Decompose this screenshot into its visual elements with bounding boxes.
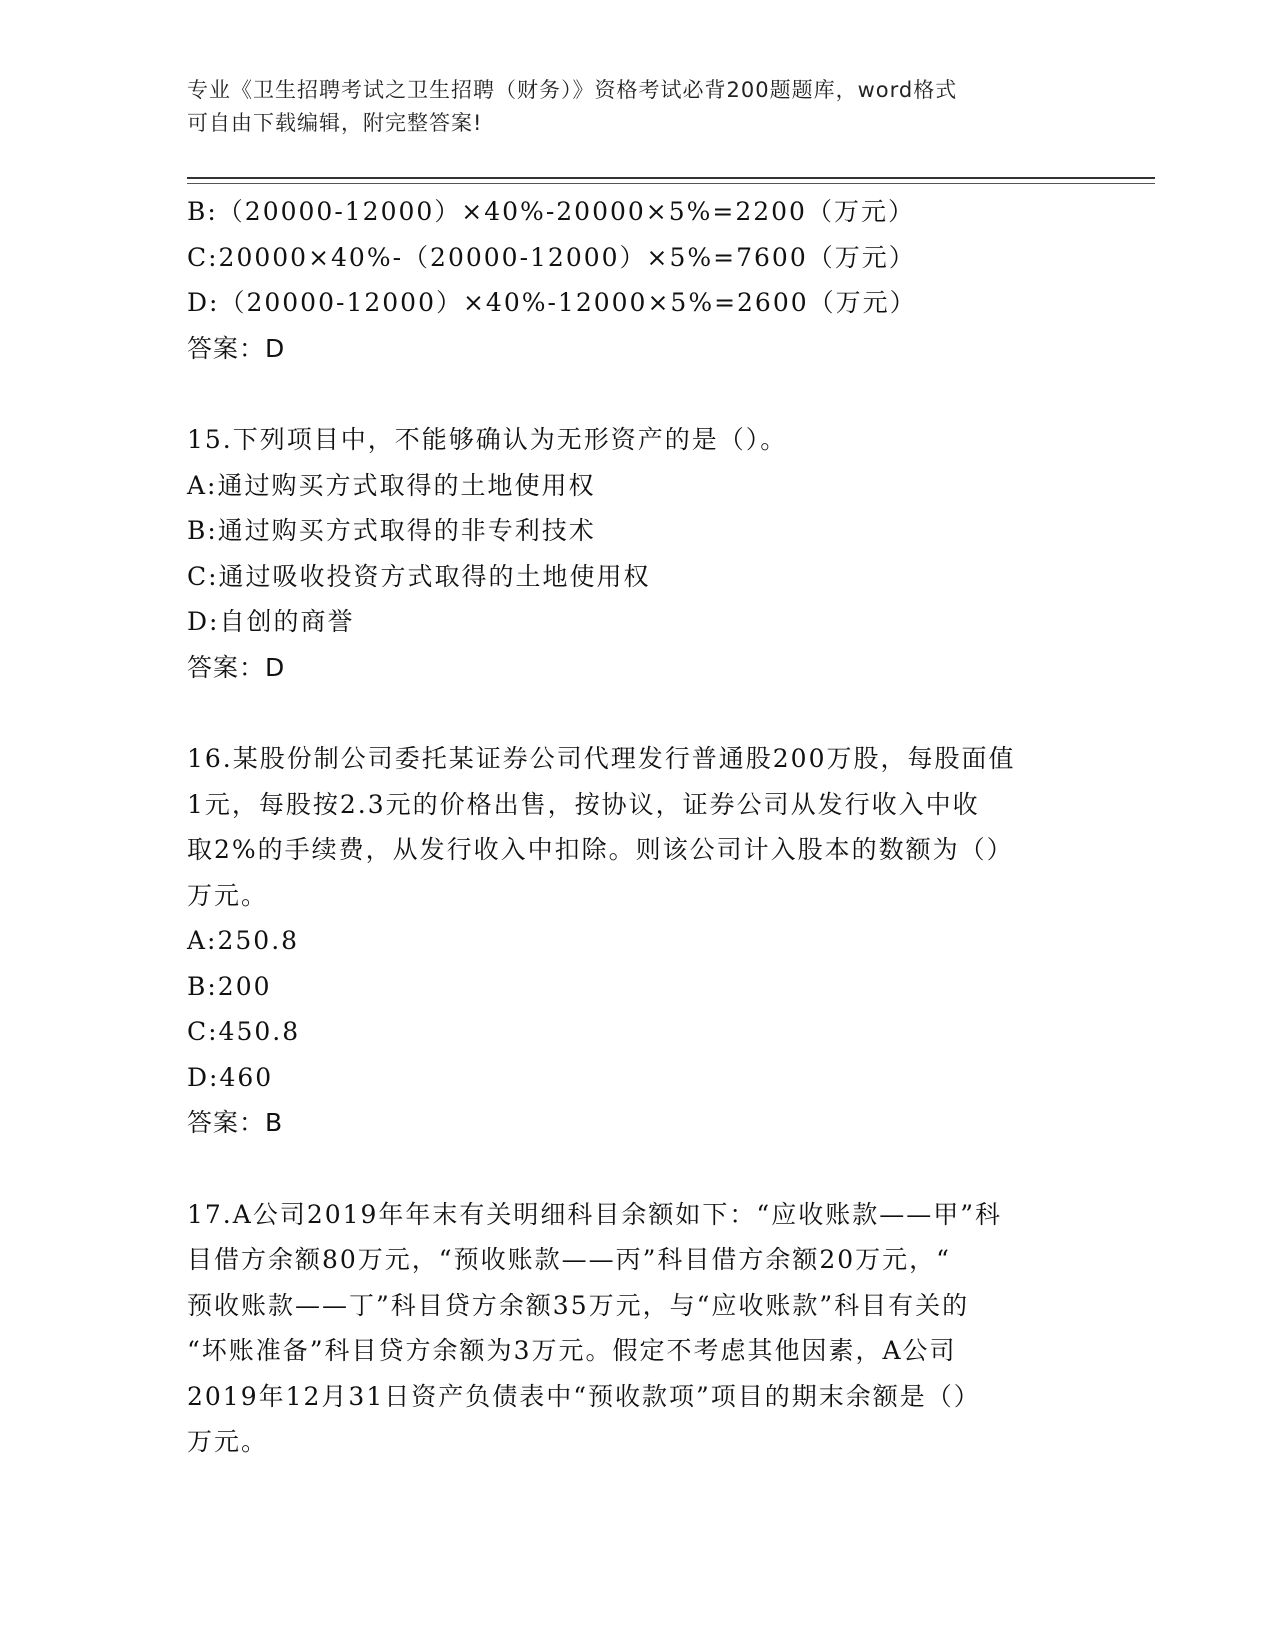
option-b: B:通过购买方式取得的非专利技术 — [187, 516, 596, 545]
question-15-block — [187, 417, 1087, 690]
question-stem-line: 17.A公司2019年年末有关明细科目余额如下：“应收账款——甲”科 — [187, 1199, 1002, 1229]
option-b: B:（20000-12000）×40%-20000×5%=2200（万元） — [187, 197, 915, 226]
question-stem-line: 16.某股份制公司委托某证券公司代理发行普通股200万股，每股面值 — [187, 744, 1016, 773]
header-divider-thick — [187, 177, 1155, 179]
answer-label: 答案：B — [187, 1108, 284, 1137]
option-d: D:460 — [187, 1062, 274, 1092]
question-stem-line: 1元，每股按2.3元的价格出售，按协议，证券公司从发行收入中收 — [187, 789, 980, 819]
question-16-block — [187, 736, 1087, 1146]
question-stem-line: 预收账款——丁”科目贷方余额35万元，与“应收账款”科目有关的 — [187, 1290, 970, 1320]
option-c: C:450.8 — [187, 1017, 301, 1046]
option-a: A:通过购买方式取得的土地使用权 — [187, 470, 596, 500]
header-title-line-1: 专业《卫生招聘考试之卫生招聘（财务）》资格考试必背200题题库，word格式 — [187, 78, 958, 102]
question-stem-line: 目借方余额80万元，“预收账款——丙”科目借方余额20万元，“ — [187, 1245, 951, 1274]
question-stem: 15.下列项目中，不能够确认为无形资产的是（）。 — [187, 425, 788, 454]
page-header — [187, 74, 1067, 140]
option-b: B:200 — [187, 971, 272, 1001]
option-d: D:（20000-12000）×40%-12000×5%=2600（万元） — [187, 288, 917, 317]
answer-label: 答案：D — [187, 652, 286, 682]
option-c: C:20000×40%-（20000-12000）×5%=7600（万元） — [187, 242, 916, 272]
question-stem-line: 万元。 — [187, 880, 269, 910]
option-a: A:250.8 — [187, 926, 300, 955]
question-stem-line: 取2%的手续费，从发行收入中扣除。则该公司计入股本的数额为（） — [187, 835, 1014, 864]
option-d: D:自创的商誉 — [187, 607, 355, 636]
header-divider-thin — [187, 183, 1155, 184]
question-stem-line: 万元。 — [187, 1427, 269, 1456]
document-body — [187, 189, 1087, 1465]
header-title-line-2: 可自由下载编辑，附完整答案! — [187, 111, 483, 135]
question-stem-line: “坏账准备”科目贷方余额为3万元。假定不考虑其他因素，A公司 — [187, 1336, 957, 1365]
question-17-block — [187, 1192, 1087, 1465]
spacer — [187, 371, 1087, 417]
option-c: C:通过吸收投资方式取得的土地使用权 — [187, 561, 651, 591]
answer-label: 答案：D — [187, 333, 286, 363]
spacer — [187, 1146, 1087, 1192]
spacer — [187, 690, 1087, 736]
question-stem-line: 2019年12月31日资产负债表中“预收款项”项目的期末余额是（） — [187, 1381, 981, 1411]
prev-question-block — [187, 189, 1087, 371]
